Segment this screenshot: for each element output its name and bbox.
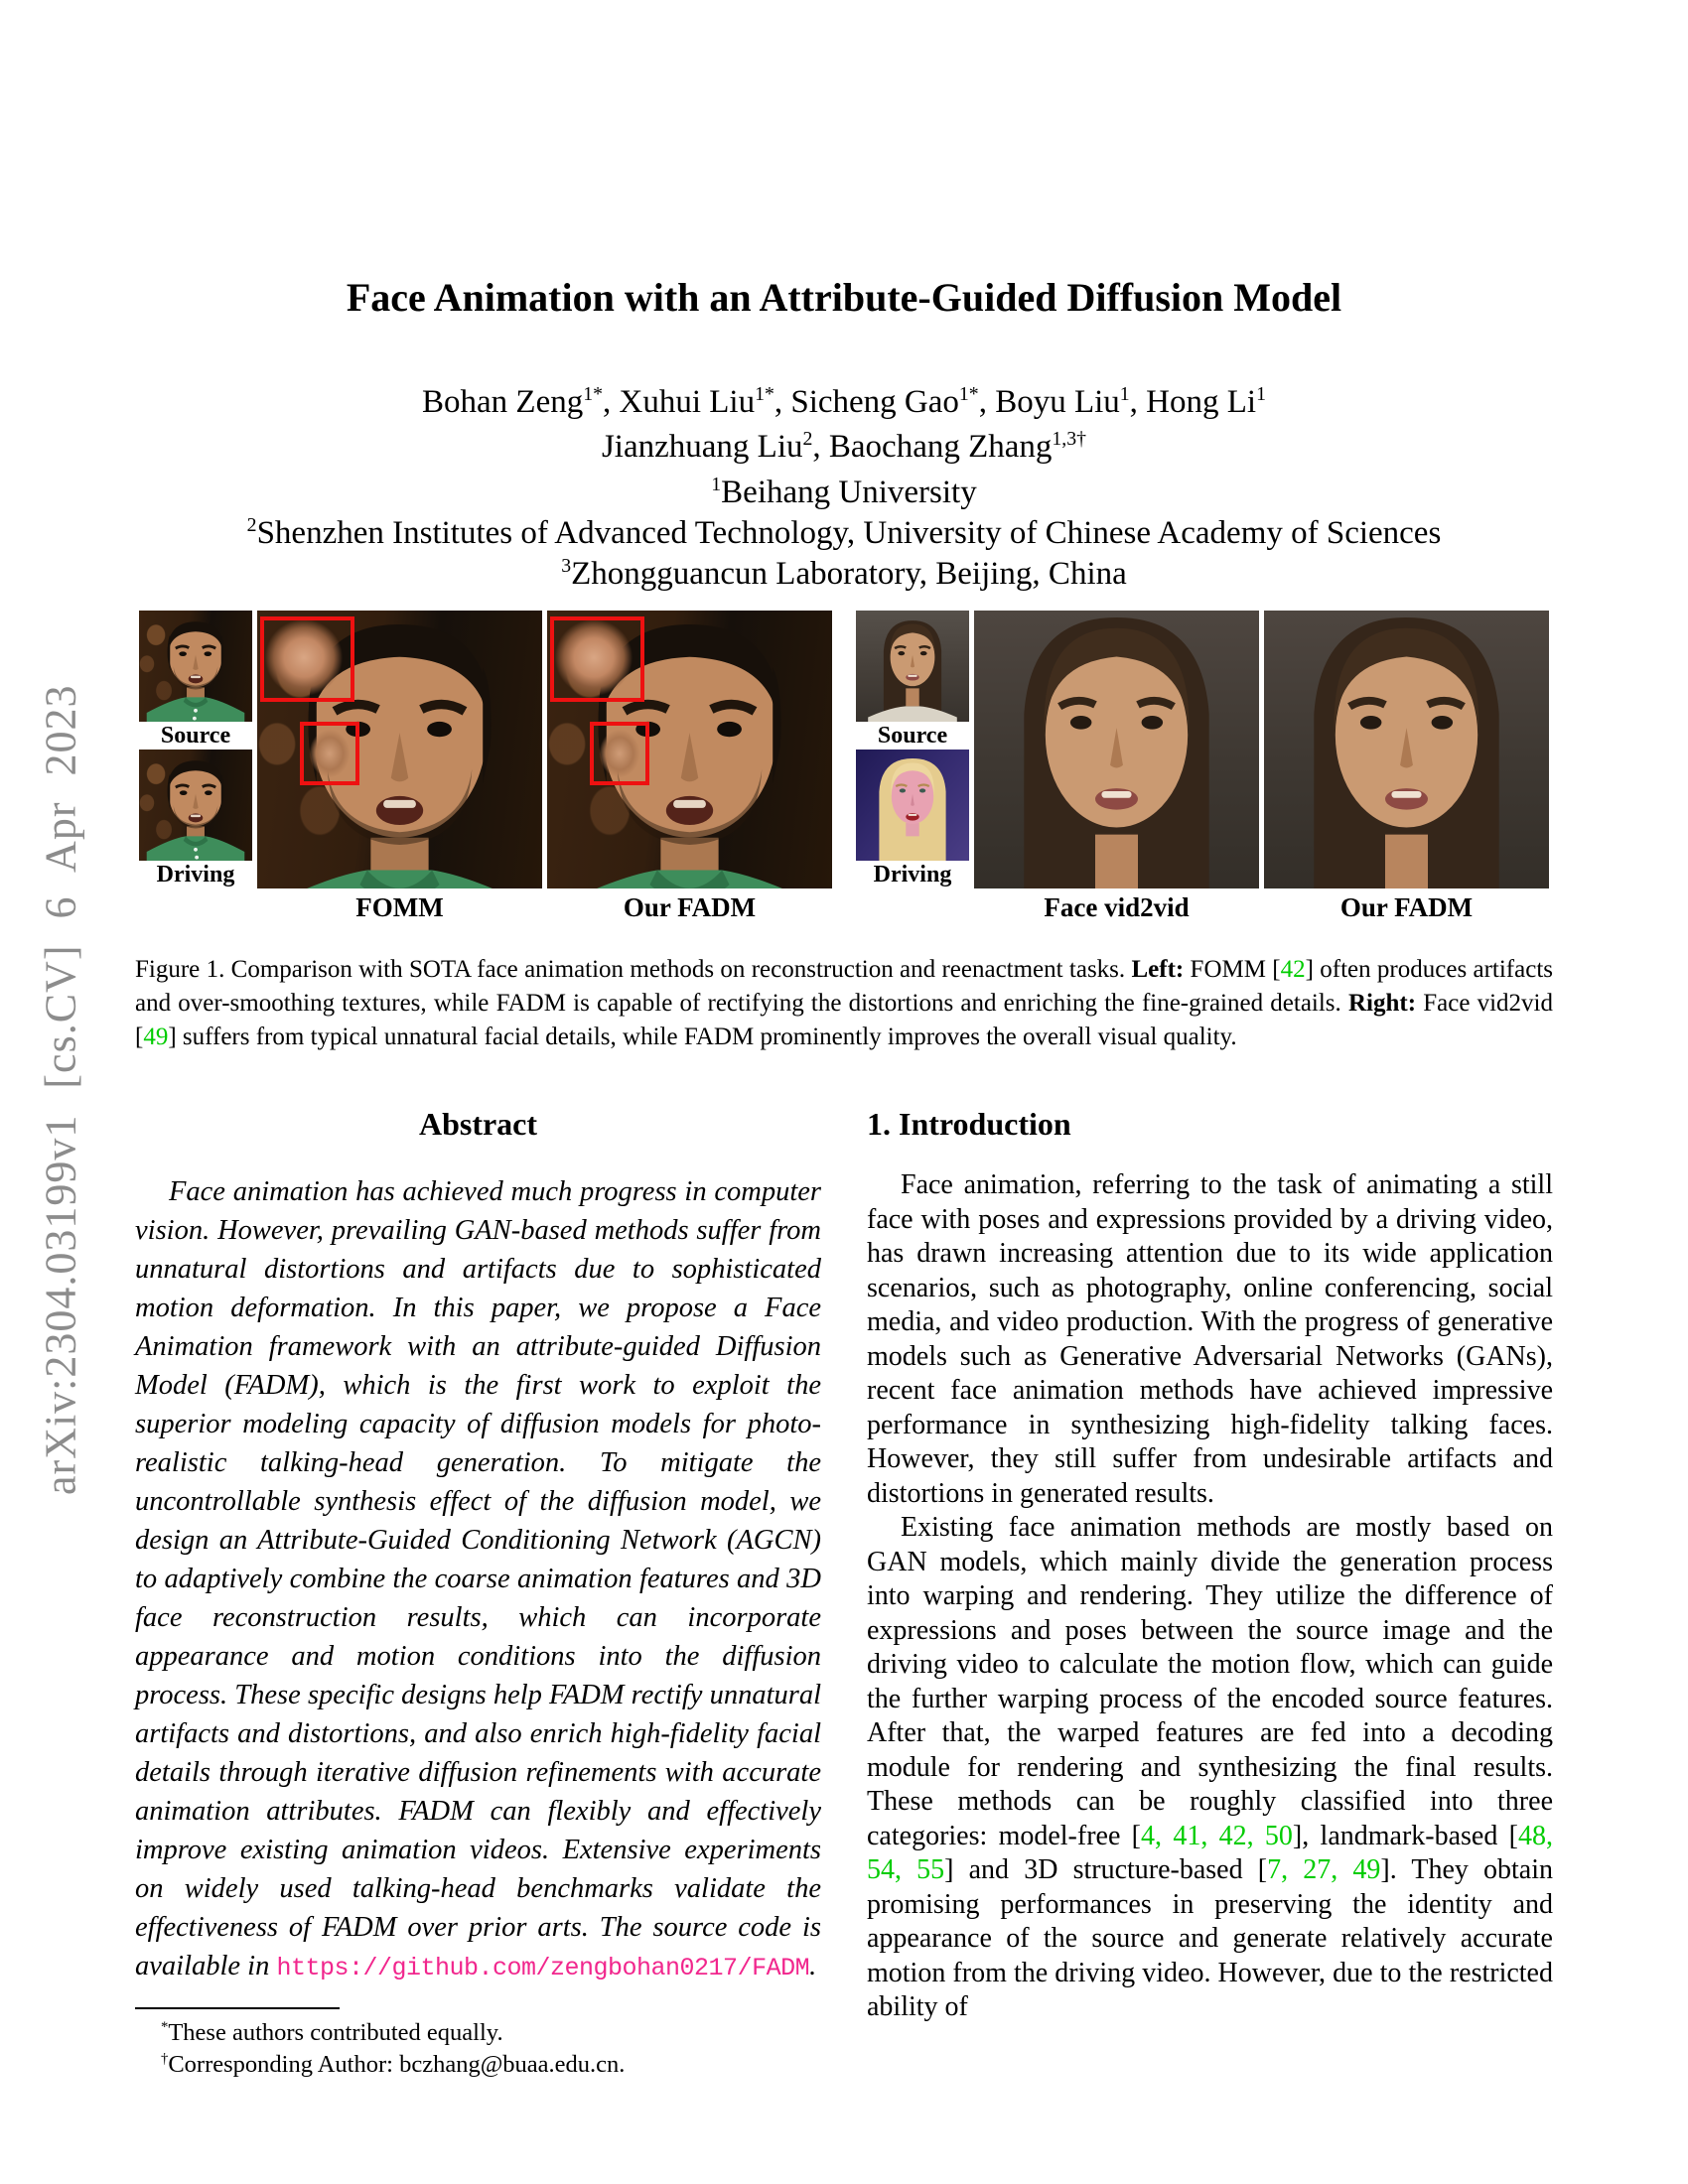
left-column: [135, 1106, 821, 2081]
left-source-photo: [139, 611, 252, 722]
right-column: [867, 1106, 1553, 2081]
ear-zoom-inset-box: [260, 616, 354, 703]
right-driving-photo: [856, 750, 969, 861]
right-fadm-label: Our FADM: [1339, 892, 1474, 922]
figure-caption: Figure 1. Comparison with SOTA face animation methods on reconstruction and reenactment tasks. Left: FOMM [42] often produces artifacts and over-smoothing textures, while FADM is capable of rectifying the distortions and enriching the fine-grained details. Right: Face vid2vid [49] suffers from typical unnatural facial details, while FADM prominently improves the overall visual quality.: [135, 956, 1553, 1050]
affiliation-line-1: $^1$Beihang University: [711, 474, 977, 510]
ear-zoom-inset-box: [550, 616, 644, 703]
affiliation-line-2: $^2$Shenzhen Institutes of Advanced Technology, University of Chinese Academy of Sciences: [246, 514, 1442, 551]
affiliation-line-3: $^3$Zhongguancun Laboratory, Beijing, China: [561, 555, 1127, 592]
ear-highlight-box: [590, 722, 649, 785]
left-fadm-label: Our FADM: [623, 892, 757, 922]
woman-face-illustration: [974, 611, 1259, 888]
paper-header: [0, 0, 1688, 595]
introduction-paragraph-1: Face animation, referring to the task of animating a still face with poses and expressions provided by a driving video, has drawn increasing attention due to its wide application scenarios, such as photography, online conferencing, social media, and video production. With the progress of generative models such as Generative Adversarial Networks (GANs), recent face animation methods have achieved impressive performance in synthesizing high-fidelity talking faces. However, they still suffer from undesirable artifacts and distortions in generated results.: [867, 1169, 1553, 1509]
affiliations: [0, 473, 1688, 595]
right-comparison-group: [856, 611, 1549, 923]
fomm-label: FOMM: [355, 892, 444, 922]
abstract-heading: Abstract: [418, 1106, 538, 1142]
abstract-body: Face animation has achieved much progress in computer vision. However, prevailing GAN-based methods suffer from unnatural distortions and artifacts due to sophisticated motion deformation. In this paper, we propose a Face Animation framework with an attribute-guided Diffusion Model (FADM), which is the first work to exploit the superior modeling capacity of diffusion models for photo-realistic talking-head generation. To mitigate the uncontrollable synthesis effect of the diffusion model, we design an Attribute-Guided Conditioning Network (AGCN) to adaptively combine the coarse animation features and 3D face reconstruction results, which can incorporate appearance and motion conditions into the diffusion process. These specific designs help FADM rectify unnatural artifacts and distortions, and also enrich high-fidelity facial details through iterative diffusion refinements with accurate animation attributes. FADM can flexibly and effectively improve existing animation videos. Extensive experiments on widely used talking-head benchmarks validate the effectiveness of FADM over prior arts. The source code is available in: [135, 1176, 821, 1981]
abstract-period: .: [809, 1951, 817, 1981]
blonde-face-illustration: [856, 750, 969, 861]
two-column-body: [135, 1106, 1553, 2081]
left-comparison-group: [139, 611, 832, 923]
left-fadm-result-photo: [547, 611, 832, 888]
figure-1: [139, 611, 1549, 923]
right-reference-column: [856, 611, 969, 923]
left-driving-photo: [139, 750, 252, 861]
footnote-corresponding-author: †Corresponding Author: bczhang@buaa.edu.cn.: [161, 2050, 626, 2078]
left-reference-column: [139, 611, 252, 923]
source-code-link[interactable]: https://github.com/zengbohan0217/FADM: [276, 1954, 810, 1982]
right-source-label: Source: [856, 722, 969, 750]
vid2vid-label: Face vid2vid: [1044, 892, 1190, 922]
left-driving-label: Driving: [139, 861, 252, 888]
woman-face-illustration: [856, 611, 969, 722]
vid2vid-result: [974, 611, 1259, 923]
vid2vid-result-photo: [974, 611, 1259, 888]
fomm-result-photo: [257, 611, 542, 888]
arxiv-watermark: arXiv:2304.03199v1 [cs.CV] 6 Apr 2023: [36, 684, 85, 1496]
author-list: [0, 380, 1688, 470]
left-fadm-result: [547, 611, 832, 923]
footnotes: [135, 2007, 821, 2081]
introduction-heading: 1. Introduction: [867, 1106, 1071, 1142]
abstract-text: [135, 1172, 821, 1987]
authors-line-2: Jianzhuang Liu$^2$, Baochang Zhang$^{1,3\dagger}$: [601, 428, 1087, 465]
right-fadm-result: [1264, 611, 1549, 923]
introduction-paragraph-2: Existing face animation methods are mostly based on GAN models, which mainly divide the generation process into warping and rendering. They utilize the difference of expressions and poses between the source image and the driving video to calculate the motion flow, which can guide the further warping process of the encoded source features. After that, the warped features are fed into a decoding module for rendering and synthesizing the final results. These methods can be roughly classified into three categories: model-free [4, 41, 42, 50], landmark-based [48, 54, 55] and 3D structure-based [7, 27, 49]. They obtain promising performances in preserving the identity and appearance of the source and generate relatively accurate motion from the driving video. However, due to the restricted ability of: [867, 1512, 1554, 2022]
ear-highlight-box: [300, 722, 359, 785]
left-source-label: Source: [139, 722, 252, 750]
fomm-result: [257, 611, 542, 923]
right-fadm-result-photo: [1264, 611, 1549, 888]
man-face-illustration: [139, 611, 252, 722]
right-driving-label: Driving: [856, 861, 969, 888]
footnote-equal-contribution: *These authors contributed equally.: [161, 2018, 503, 2046]
right-source-photo: [856, 611, 969, 722]
man-face-illustration: [139, 750, 252, 861]
footnote-rule: [135, 2007, 340, 2009]
authors-line-1: Bohan Zeng$^{1*}$, Xuhui Liu$^{1*}$, Sicheng Gao$^{1*}$, Boyu Liu$^1$, Hong Li$^1$: [422, 383, 1266, 420]
paper-title: Face Animation with an Attribute-Guided Diffusion Model: [346, 275, 1342, 320]
woman-face-illustration: [1264, 611, 1549, 888]
